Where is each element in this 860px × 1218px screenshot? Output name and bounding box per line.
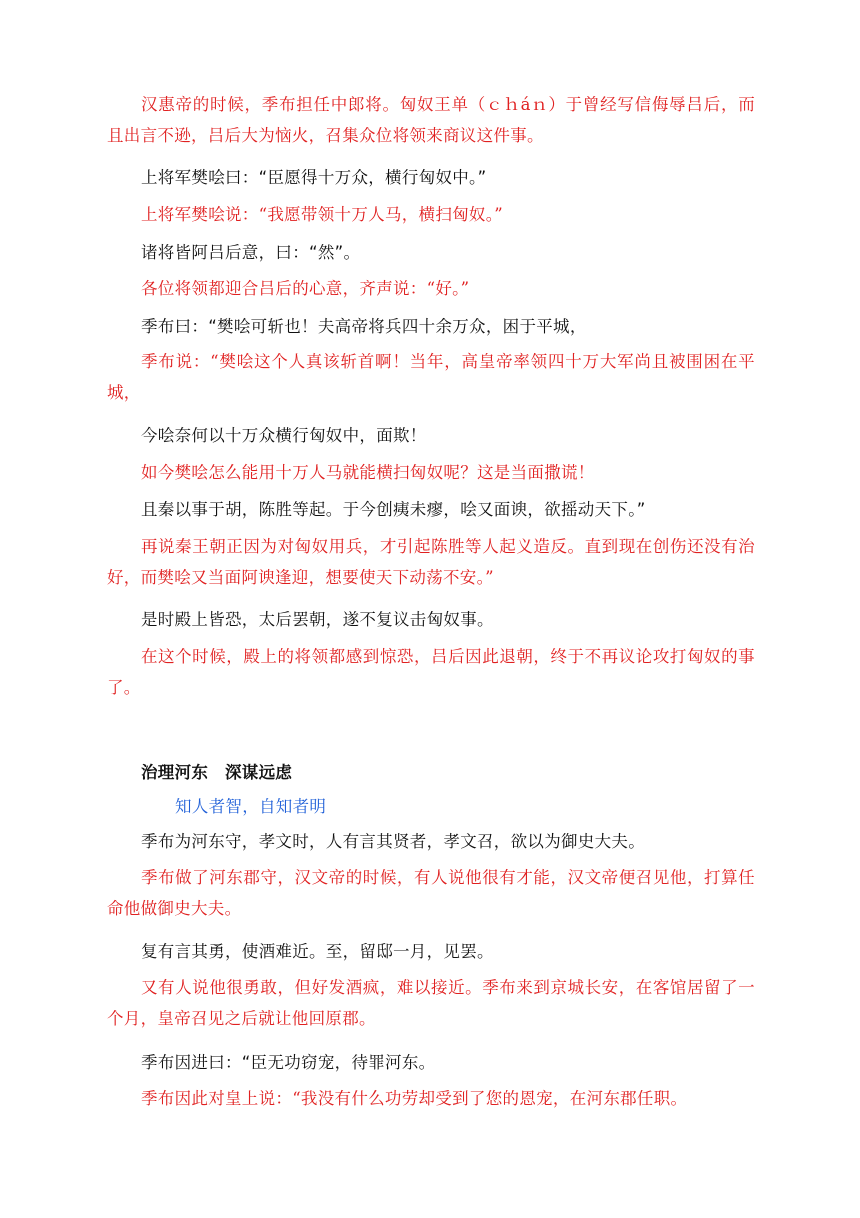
- original-paragraph: 诸将皆阿吕后意，曰：“然”。: [141, 243, 361, 262]
- translation-paragraph: 如今樊哙怎么能用十万人马就能横扫匈奴呢？这是当面撒谎！: [141, 463, 595, 482]
- section-quote: 知人者智，自知者明: [175, 797, 327, 816]
- translation-paragraph: 又有人说他很勇敢，但好发酒疯，难以接近。季布来到京城长安，在客馆居留了一个月，皇帝召见之后就让他回原郡。: [107, 978, 755, 1028]
- translation-paragraph: 季布说：“樊哙这个人真该斩首啊！当年，高皇帝率领四十万大军尚且被围困在平城，: [107, 352, 755, 402]
- original-paragraph: 复有言其勇，使酒难近。至，留邸一月，见罢。: [141, 942, 494, 961]
- original-paragraph: 且秦以事于胡，陈胜等起。于今创痍未瘳，哙又面谀，欲摇动天下。”: [141, 500, 646, 519]
- section-heading: 治理河东 深谋远虑: [141, 763, 293, 782]
- translation-paragraph: 上将军樊哙说：“我愿带领十万人马，横扫匈奴。”: [141, 205, 504, 224]
- translation-paragraph: 季布因此对皇上说：“我没有什么功劳却受到了您的恩宠，在河东郡任职。: [141, 1089, 688, 1108]
- original-paragraph: 季布为河东守，孝文时，人有言其贤者，孝文召，欲以为御史大夫。: [141, 832, 645, 851]
- original-paragraph: 是时殿上皆恐，太后罢朝，遂不复议击匈奴事。: [141, 610, 494, 629]
- translation-paragraph: 在这个时候，殿上的将领都感到惊恐，吕后因此退朝，终于不再议论攻打匈奴的事了。: [107, 647, 755, 697]
- original-paragraph: 上将军樊哙曰：“臣愿得十万众，横行匈奴中。”: [141, 168, 487, 187]
- translation-paragraph: 再说秦王朝正因为对匈奴用兵，才引起陈胜等人起义造反。直到现在创伤还没有治好，而樊哙又当面阿谀逢迎，想要使天下动荡不安。”: [107, 537, 755, 587]
- translation-paragraph: 季布做了河东郡守，汉文帝的时候，有人说他很有才能，汉文帝便召见他，打算任命他做御史大夫。: [107, 868, 755, 918]
- original-paragraph: 今哙奈何以十万众横行匈奴中，面欺！: [141, 426, 427, 445]
- original-paragraph: 季布曰：“樊哙可斩也！夫高帝将兵四十余万众，困于平城，: [141, 317, 587, 336]
- original-paragraph: 季布因进曰：“臣无功窃宠，待罪河东。: [141, 1053, 436, 1072]
- translation-paragraph: 汉惠帝的时候，季布担任中郎将。匈奴王单（ｃｈáｎ）于曾经写信侮辱吕后，而且出言不逊，吕后大为恼火，召集众位将领来商议这件事。: [107, 95, 755, 145]
- translation-paragraph: 各位将领都迎合吕后的心意，齐声说：“好。”: [141, 279, 470, 298]
